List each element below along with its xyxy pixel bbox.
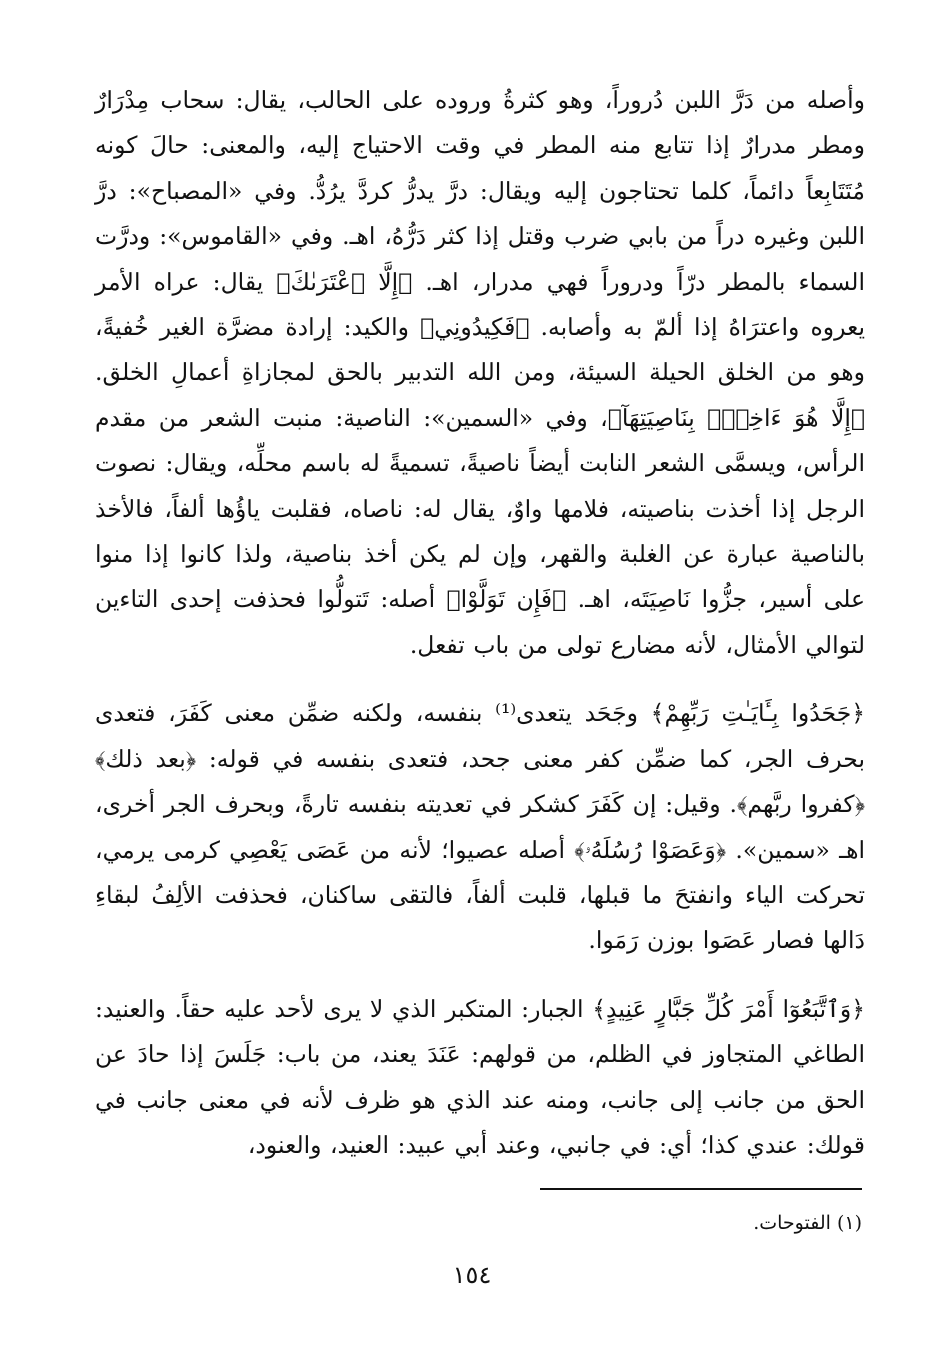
footnote-divider: [540, 1188, 862, 1190]
paragraph-2: ﴿جَحَدُوا بِـَٔايَـٰتِ رَبِّهِمْ﴾ وجَحَد يتعدى⁽¹⁾ بنفسه، ولكنه ضمِّن معنى كَفَرَ، فتعدى بحرف الجر، كما ضمِّن كفر معنى جحد، فتعدى بنفسه في قوله: ﴿بعد ذلك﴾ ﴿كفروا ربَّهم﴾. وقيل: إن كَفَرَ كشكر في تعديته بنفسه تارةً، وبحرف الجر أخرى، اهـ «سمين». ﴿وَعَصَوْا رُسُلَهُۥ﴾ أصله عصيوا؛ لأنه من عَصَى يَعْصِي كرمى يرمي، تحركت الياء وانفتحَ ما قبلها، قلبت ألفاً، فالتقى ساكنان، فحذفت الألِفُ لبقاءِ دَالها فصار عَصَوا بوزن رَمَوا.: [95, 699, 865, 955]
page-body: [95, 78, 865, 1168]
page-number: ١٥٤: [452, 1261, 492, 1289]
paragraph-3: ﴿وَٱتَّبَعُوٓا أَمْرَ كُلِّ جَبَّارٍ عَنِيدٍ﴾ الجبار: المتكبر الذي لا يرى لأحد عليه حقاً. والعنيد: الطاغي المتجاوز في الظلم، من قولهم: عَنَدَ يعند، من باب: جَلَسَ إذا حادَ عن الحق من جانب إلى جانب، ومنه عند الذي هو ظرف لأنه في معنى جانب في قولك: عندي كذا؛ أي: في جانبي، وعند أبي عبيد: العنيد، والعنود،: [95, 994, 865, 1159]
paragraph-1: وأصله من دَرَّ اللبن دُروراً، وهو كثرةُ وروده على الحالب، يقال: سحاب مِدْرَارٌ ومطر مدرارٌ إذا تتابع منه المطر في وقت الاحتياج إليه، والمعنى: حالَ كونه مُتَتَابِعاً دائماً، كلما تحتاجون إليه ويقال: درَّ يدرُّ كردَّ يرُدُّ. وفي «المصباح»: درَّ اللبن وغيره دراً من بابي ضرب وقتل إذا كثر دَرُّهُ، اهـ. وفي «القاموس»: ودرَّت السماء بالمطر درّاً ودروراً فهي مدرار، اهـ. ﴿إِلَّا ٱعْتَرَىٰكَ﴾ يقال: عراه الأمر يعروه واعترَاهُ إذا ألمّ به وأصابه. ﴿فَكِيدُونِي﴾ والكيد: إرادة مضرَّة الغير خُفيةً، وهو من الخلق الحيلة السيئة، ومن الله التدبير بالحق لمجازاةِ أعمالِ الخلق. ﴿إِلَّا هُوَ ءَاخِذٌۢ بِنَاصِيَتِهَآ﴾، وفي «السمين»: الناصية: منبت الشعر من مقدم الرأس، ويسمَّى الشعر النابت أيضاً ناصيةً، تسميةً له باسم محلِّه، ويقال: نصوت الرجل إذا أخذت بناصيته، فلامها واوٌ، يقال له: ناصاه، فقلبت ياؤُها ألفاً، فالأخذ بالناصية عبارة عن الغلبة والقهر، وإن لم يكن أخذ بناصية، ولذا كانوا إذا منوا على أسير، جزُّوا نَاصِيَتَه، اهـ. ﴿فَإِن تَوَلَّوْا﴾ أصله: تَتولُّوا فحذفت إحدى التاءين لتوالي الأمثال، لأنه مضارع تولى من باب تفعل.: [95, 86, 865, 659]
footnote: (١) الفتوحات.: [753, 1212, 862, 1234]
